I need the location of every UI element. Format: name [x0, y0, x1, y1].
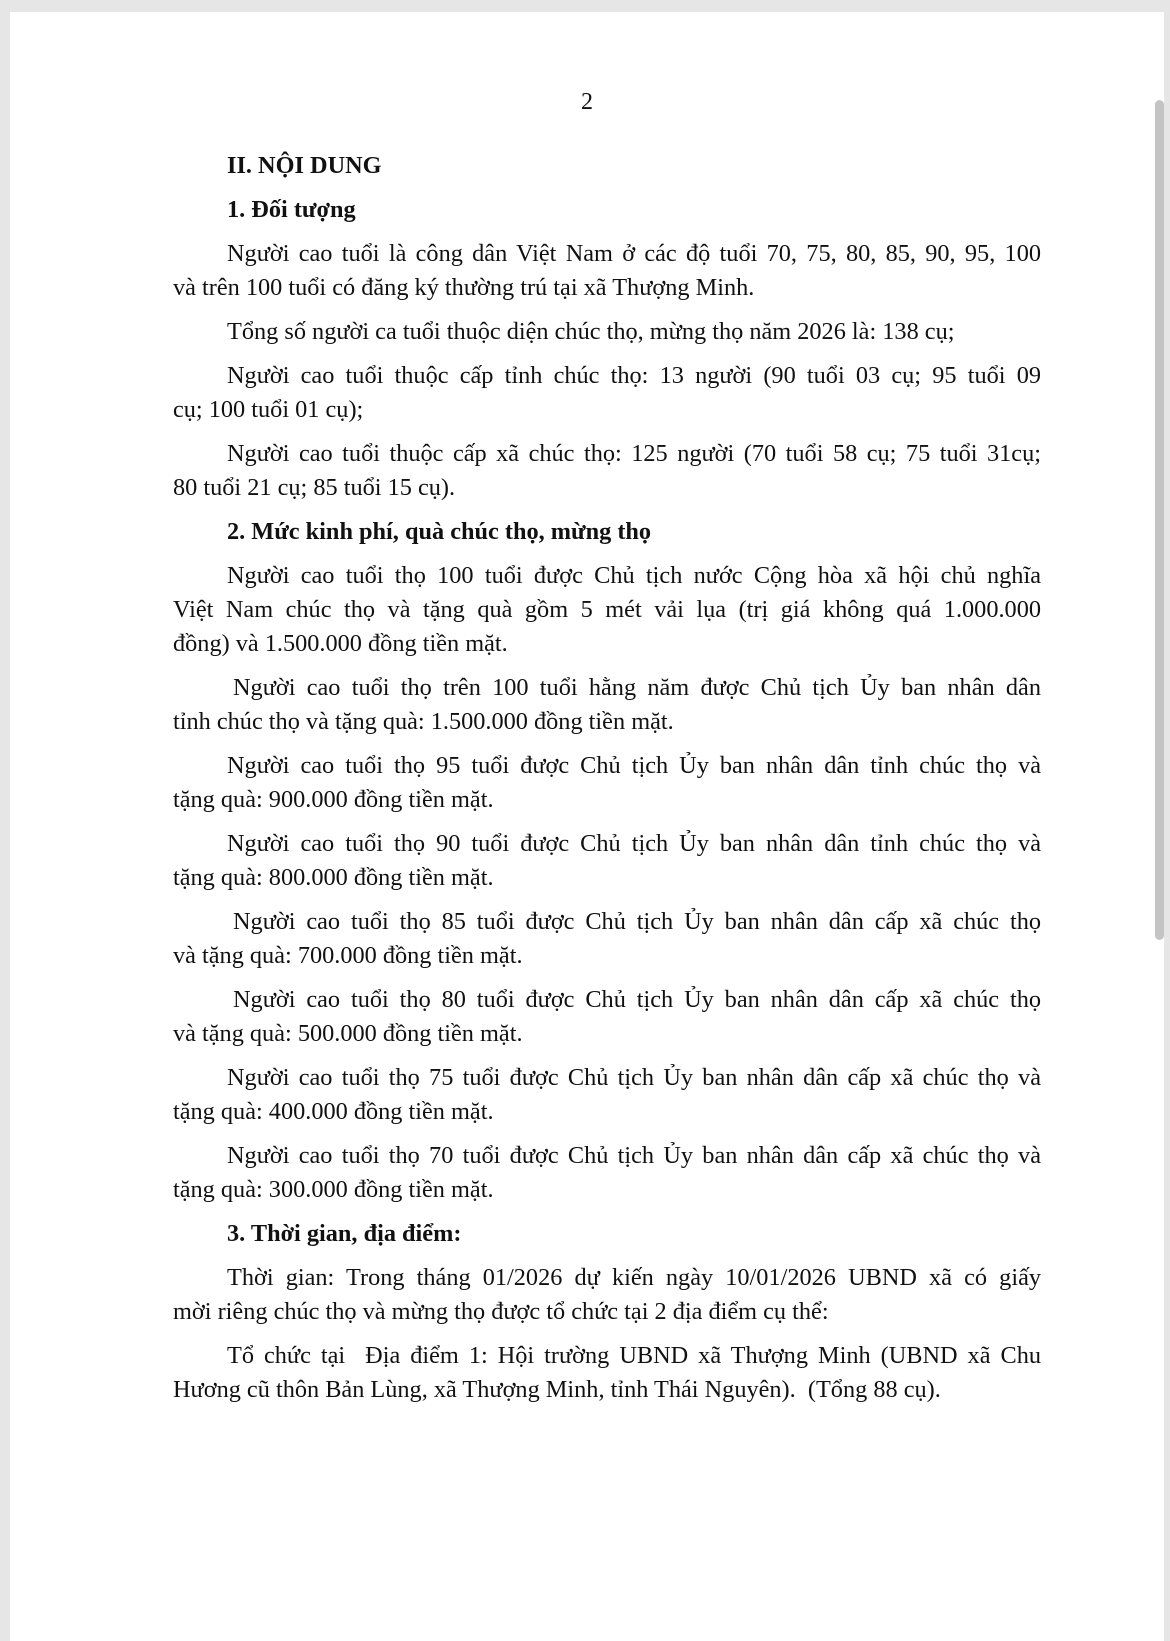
section-title: II. NỘI DUNG: [227, 152, 382, 179]
paragraph-line: 80 tuổi 21 cụ; 85 tuổi 15 cụ).: [173, 474, 456, 501]
paragraph-line: Tổng số người ca tuổi thuộc diện chúc thọ, mừng thọ năm 2026 là: 138 cụ;: [227, 318, 955, 345]
section-1-heading: 1. Đối tượng: [227, 196, 356, 223]
paragraph-line: Người cao tuổi thọ 100 tuổi được Chủ tịch nước Cộng hòa xã hội chủ nghĩa: [227, 562, 1041, 589]
document-page: [10, 12, 1164, 1641]
paragraph-line: Người cao tuổi thọ 95 tuổi được Chủ tịch Ủy ban nhân dân tỉnh chúc thọ và: [227, 752, 1041, 779]
section-3-heading: 3. Thời gian, địa điểm:: [227, 1220, 462, 1247]
paragraph-line: Người cao tuổi thọ 85 tuổi được Chủ tịch Ủy ban nhân dân cấp xã chúc thọ: [233, 908, 1041, 935]
paragraph-line: Hương cũ thôn Bản Lùng, xã Thượng Minh, tỉnh Thái Nguyên). (Tổng 88 cụ).: [173, 1376, 941, 1403]
paragraph-line: tặng quà: 800.000 đồng tiền mặt.: [173, 864, 494, 891]
section-2-heading: 2. Mức kinh phí, quà chúc thọ, mừng thọ: [227, 518, 652, 545]
paragraph-line: và tặng quà: 500.000 đồng tiền mặt.: [173, 1020, 523, 1047]
paragraph-line: Thời gian: Trong tháng 01/2026 dự kiến ngày 10/01/2026 UBND xã có giấy: [227, 1264, 1041, 1291]
paragraph-line: Người cao tuổi thọ 70 tuổi được Chủ tịch Ủy ban nhân dân cấp xã chúc thọ và: [227, 1142, 1041, 1169]
paragraph-line: tặng quà: 400.000 đồng tiền mặt.: [173, 1098, 494, 1125]
paragraph-line: tặng quà: 900.000 đồng tiền mặt.: [173, 786, 494, 813]
paragraph-line: cụ; 100 tuổi 01 cụ);: [173, 396, 364, 423]
paragraph-line: Người cao tuổi thuộc cấp tỉnh chúc thọ: 13 người (90 tuổi 03 cụ; 95 tuổi 09: [227, 362, 1041, 389]
paragraph-line: Người cao tuổi thọ 90 tuổi được Chủ tịch Ủy ban nhân dân tỉnh chúc thọ và: [227, 830, 1041, 857]
paragraph-line: tặng quà: 300.000 đồng tiền mặt.: [173, 1176, 494, 1203]
paragraph-line: đồng) và 1.500.000 đồng tiền mặt.: [173, 630, 508, 657]
paragraph-line: tỉnh chúc thọ và tặng quà: 1.500.000 đồng tiền mặt.: [173, 708, 674, 735]
paragraph-line: và trên 100 tuổi có đăng ký thường trú tại xã Thượng Minh.: [173, 274, 755, 301]
vertical-scrollbar[interactable]: [1155, 100, 1164, 940]
paragraph-line: Người cao tuổi thuộc cấp xã chúc thọ: 125 người (70 tuổi 58 cụ; 75 tuổi 31cụ;: [227, 440, 1041, 467]
paragraph-line: Việt Nam chúc thọ và tặng quà gồm 5 mét vải lụa (trị giá không quá 1.000.000: [173, 596, 1041, 623]
paragraph-line: Người cao tuổi thọ trên 100 tuổi hằng năm được Chủ tịch Ủy ban nhân dân: [233, 674, 1041, 701]
paragraph-line: Người cao tuổi thọ 75 tuổi được Chủ tịch Ủy ban nhân dân cấp xã chúc thọ và: [227, 1064, 1041, 1091]
paragraph-line: mời riêng chúc thọ và mừng thọ được tổ chức tại 2 địa điểm cụ thể:: [173, 1298, 829, 1325]
paragraph-line: Người cao tuổi là công dân Việt Nam ở các độ tuổi 70, 75, 80, 85, 90, 95, 100: [227, 240, 1041, 267]
paragraph-line: Tổ chức tại Địa điểm 1: Hội trường UBND xã Thượng Minh (UBND xã Chu: [227, 1342, 1041, 1369]
paragraph-line: và tặng quà: 700.000 đồng tiền mặt.: [173, 942, 523, 969]
paragraph-line: Người cao tuổi thọ 80 tuổi được Chủ tịch Ủy ban nhân dân cấp xã chúc thọ: [233, 986, 1041, 1013]
page-number: 2: [581, 89, 593, 115]
